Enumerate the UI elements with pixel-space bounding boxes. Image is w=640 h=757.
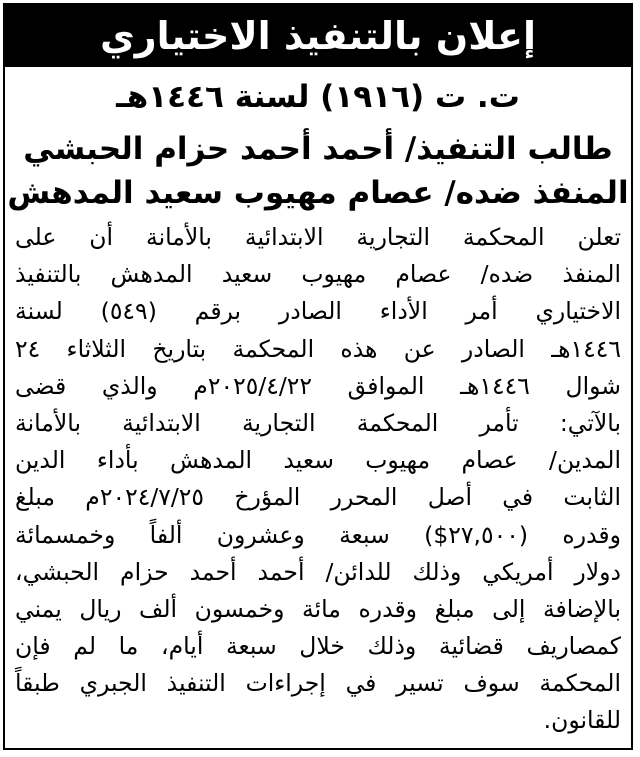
body-line: الاختياري أمر الأداء الصادر برقم (٥٤٩) لسنة — [15, 297, 621, 326]
body-line: بالآتي: تأمر المحكمة التجارية الابتدائية بالأمانة — [15, 408, 621, 437]
body-line: شوال ١٤٤٦هـ الموافق ٢٠٢٥/٤/٢٢م والذي قضى — [15, 371, 621, 400]
notice-title-bar — [5, 5, 631, 67]
body-line: دولار أمريكي وذلك للدائن/ أحمد أحمد حزام الحبشي، — [15, 557, 621, 586]
notice-title: إعلان بالتنفيذ الاختياري — [99, 14, 537, 58]
body-line: الثابت في أصل المحرر المؤرخ ٢٠٢٤/٧/٢٥م مبلغ — [15, 483, 621, 512]
notice-body — [15, 219, 621, 740]
body-line: المدين/ عصام مهيوب سعيد المدهش بأداء الدين — [15, 446, 621, 475]
body-line: بالإضافة إلى مبلغ وقدره مائة وخمسون ألف ريال يمني — [15, 594, 621, 623]
body-line: وقدره (٢٧,٥٠٠$) سبعة وعشرون ألفاً وخمسمائة — [15, 520, 621, 549]
body-line: تعلن المحكمة التجارية الابتدائية بالأمانة أن على — [15, 223, 621, 251]
case-number: ت. ت (١٩١٦) لسنة ١٤٤٦هـ — [116, 79, 520, 115]
body-line: المنفذ ضده/ عصام مهيوب سعيد المدهش بالتنفيذ — [15, 260, 621, 289]
body-line: المحكمة سوف تسير في إجراءات التنفيذ الجبري طبقاً — [15, 669, 621, 698]
body-line: للقانون. — [543, 706, 621, 735]
body-line: ١٤٤٦هـ الصادر عن هذه المحكمة بتاريخ الثلاثاء ٢٤ — [15, 334, 621, 363]
legal-notice — [3, 3, 633, 750]
body-line: كمصاريف قضائية وذلك خلال سبعة أيام، ما لم فإن — [15, 632, 621, 661]
applicant-line: طالب التنفيذ/ أحمد أحمد حزام الحبشي — [23, 131, 613, 167]
respondent-line: المنفذ ضده/ عصام مهيوب سعيد المدهش — [7, 175, 629, 211]
